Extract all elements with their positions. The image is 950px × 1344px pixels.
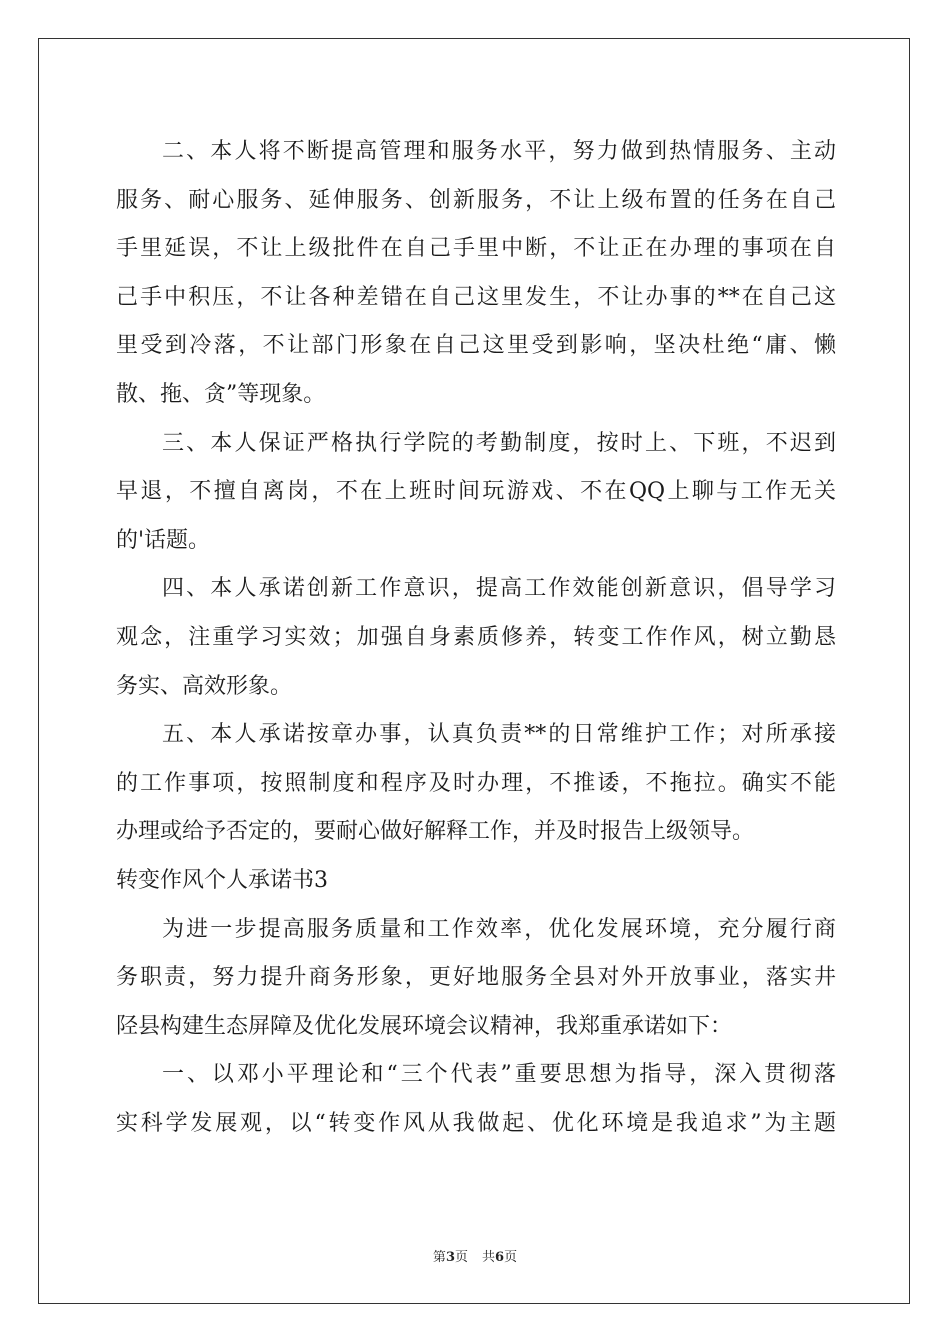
text-line: 陉县构建生态屏障及优化发展环境会议精神，我郑重承诺如下：: [116, 1013, 733, 1039]
text-line: 实科学发展观，以“转变作风从我做起、优化环境是我追求”为主题: [116, 1110, 836, 1136]
text-line: 转变作风个人承诺书3: [116, 867, 328, 893]
text-line: 三、本人保证严格执行学院的考勤制度，按时上、下班，不迟到: [162, 430, 836, 456]
text-line: 二、本人将不断提高管理和服务水平，努力做到热情服务、主动: [162, 139, 836, 164]
document-body: [116, 128, 836, 1148]
text-line: 手里延误，不让上级批件在自己手里中断，不让正在办理的事项在自: [116, 236, 836, 262]
text-line: 服务、耐心服务、延伸服务、创新服务，不让上级布置的任务在自己: [116, 187, 836, 213]
text-line: 一、以邓小平理论和“三个代表”重要思想为指导，深入贯彻落: [162, 1062, 836, 1088]
text-line: 散、拖、贪”等现象。: [116, 381, 326, 407]
total-page-number: 6: [495, 1250, 505, 1265]
page-number-prefix: 第: [432, 1250, 446, 1265]
text-line: 己手中积压，不让各种差错在自己这里发生，不让办事的**在自己这: [116, 284, 836, 310]
text-line: 的工作事项，按照制度和程序及时办理，不推诿，不拖拉。确实不能: [116, 770, 836, 796]
current-page-number: 3: [445, 1250, 455, 1265]
text-line: 为进一步提高服务质量和工作效率，优化发展环境，充分履行商: [162, 916, 836, 942]
page-number-suffix: 页: [454, 1250, 468, 1265]
page-footer: [0, 1246, 950, 1265]
text-line: 早退，不擅自离岗，不在上班时间玩游戏、不在QQ上聊与工作无关: [116, 479, 836, 505]
text-line: 务职责，努力提升商务形象，更好地服务全县对外开放事业，落实井: [116, 965, 836, 991]
text-line: 务实、高效形象。: [116, 673, 293, 699]
total-pages-suffix: 页: [504, 1250, 518, 1265]
total-pages-prefix: 共: [482, 1250, 496, 1265]
text-line: 里受到冷落，不让部门形象在自己这里受到影响，坚决杜绝“庸、懒: [116, 333, 836, 359]
text-line: 四、本人承诺创新工作意识，提高工作效能创新意识，倡导学习: [162, 576, 836, 602]
text-line: 的'话题。: [116, 527, 211, 553]
text-line: 五、本人承诺按章办事，认真负责**的日常维护工作；对所承接: [162, 722, 836, 748]
text-line: 办理或给予否定的，要耐心做好解释工作，并及时报告上级领导。: [116, 819, 755, 845]
text-line: 观念，注重学习实效；加强自身素质修养，转变工作作风，树立勤恳: [116, 624, 836, 650]
